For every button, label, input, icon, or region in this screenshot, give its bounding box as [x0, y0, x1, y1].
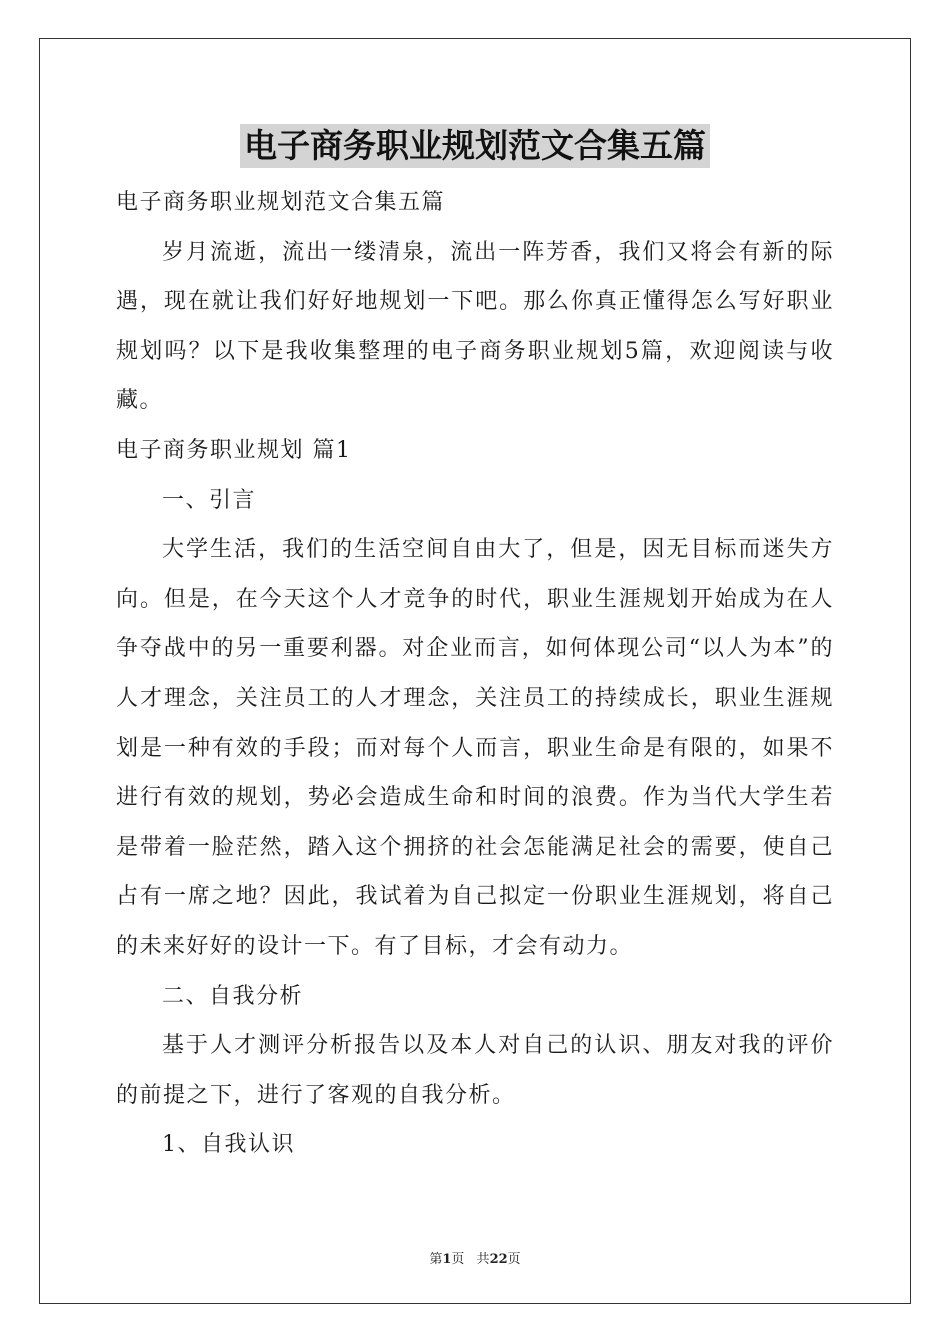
- document-body: [116, 178, 834, 1170]
- paragraph-self-analysis: 基于人才测评分析报告以及本人对自己的认识、朋友对我的评价的前提之下，进行了客观的自我分析。: [116, 1033, 834, 1108]
- page-indicator: [429, 1252, 464, 1267]
- document-title: 电子商务职业规划范文合集五篇: [240, 124, 710, 168]
- page-prefix: 第: [429, 1252, 443, 1267]
- paragraph-introduction: 大学生活，我们的生活空间自由大了，但是，因无目标而迷失方向。但是，在今天这个人才竞争的时代，职业生涯规划开始成为在人争夺战中的另一重要利器。对企业而言，如何体现公司“以人为本”的人才理念，关注员工的人才理念，关注员工的持续成长，职业生涯规划是一种有效的手段；而对每个人而言，职业生命是有限的，如果不进行有效的规划，势必会造成生命和时间的浪费。作为当代大学生若是带着一脸茫然，踏入这个拥挤的社会怎能满足社会的需要，使自己占有一席之地？因此，我试着为自己拟定一份职业生涯规划，将自己的未来好好的设计一下。有了目标，才会有动力。: [116, 537, 834, 959]
- page-footer: [0, 1248, 950, 1267]
- total-pages: 22: [489, 1252, 508, 1267]
- heading-introduction: 一、引言: [162, 487, 257, 513]
- page-number: 1: [442, 1252, 452, 1267]
- total-suffix: 页: [507, 1252, 521, 1267]
- document-subtitle: 电子商务职业规划范文合集五篇: [116, 190, 446, 215]
- page-suffix: 页: [451, 1252, 465, 1267]
- heading-self-knowledge: 1、自我认识: [162, 1132, 295, 1158]
- intro-paragraph: 岁月流逝，流出一缕清泉，流出一阵芳香，我们又将会有新的际遇，现在就让我们好好地规划一下吧。那么你真正懂得怎么写好职业规划吗？以下是我收集整理的电子商务职业规划5篇，欢迎阅读与收藏。: [116, 239, 834, 414]
- title-container: [0, 124, 950, 168]
- total-indicator: [477, 1252, 521, 1267]
- total-prefix: 共: [476, 1252, 490, 1267]
- heading-self-analysis: 二、自我分析: [162, 983, 304, 1009]
- section-heading: 电子商务职业规划 篇1: [116, 437, 352, 463]
